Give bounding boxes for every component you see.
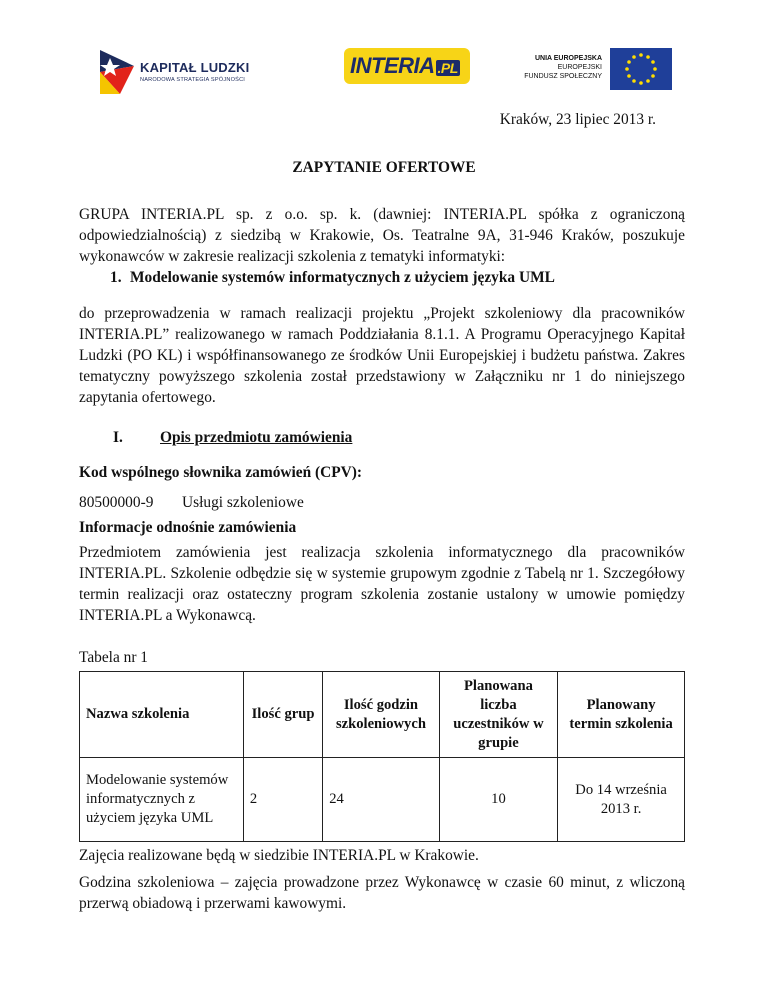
cell-participants: 10: [439, 758, 558, 842]
eu-logo: [520, 44, 672, 94]
table-row: [80, 758, 685, 842]
list-item-text: Modelowanie systemów informatycznych z użyciem języka UML: [130, 269, 555, 286]
interia-logo-text: INTERIA: [350, 53, 435, 78]
eu-flag-icon: [610, 48, 672, 90]
project-paragraph: do przeprowadzenia w ramach realizacji projektu „Projekt szkoleniowy dla pracowników INTERIA.PL” realizowanego w ramach Poddziałania 8.1.1. A Programu Operacyjnego Kapitał Ludzki (PO KL) i współfinansowanego ze środków Unii Europejskiej i budżetu państwa. Zakres tematyczny powyższego szkolenia został przedstawiony w Załączniku nr 1 do niniejszego zapytania ofertowego.: [79, 305, 685, 406]
cell-hours: 24: [323, 758, 439, 842]
cell-date: Do 14 września 2013 r.: [558, 758, 685, 842]
order-paragraph: Przedmiotem zamówienia jest realizacja szkolenia informatycznego dla pracowników INTERIA.PL. Szkolenie odbędzie się w systemie grupowym zgodnie z Tabelą nr 1. Szczegółowy termin realizacji oraz ostateczny program szkolenia zostanie ustalony w umowie pomiędzy INTERIA.PL a Wykonawcą.: [79, 544, 685, 624]
training-table: [79, 671, 685, 842]
kapital-ludzki-emblem-icon: [96, 46, 136, 98]
interia-logo: [344, 48, 470, 84]
table-header-row: [80, 672, 685, 758]
cell-groups: 2: [243, 758, 322, 842]
header-cell-participants: Planowana liczba uczestników w grupie: [439, 672, 558, 758]
header-cell-name: Nazwa szkolenia: [80, 672, 244, 758]
eu-logo-line3: FUNDUSZ SPOŁECZNY: [524, 73, 602, 80]
header-cell-hours: Ilość godzin szkoleniowych: [323, 672, 439, 758]
cpv-heading: Kod wspólnego słownika zamówień (CPV):: [79, 464, 363, 481]
info-heading: Informacje odnośnie zamówienia: [79, 519, 297, 536]
kapital-ludzki-title: KAPITAŁ LUDZKI: [140, 60, 250, 75]
list-item-number: 1.: [110, 269, 122, 286]
section-number: I.: [113, 429, 123, 446]
page-title: ZAPYTANIE OFERTOWE: [292, 159, 476, 176]
eu-logo-line2: EUROPEJSKI: [557, 64, 602, 71]
intro-paragraph: GRUPA INTERIA.PL sp. z o.o. sp. k. (dawniej: INTERIA.PL spółka z ograniczoną odpowiedzialnością) z siedzibą w Krakowie, Os. Teatralne 9A, 31-946 Kraków, poszukuje wykonawców w zakresie realizacji szkolenia z tematyki informatyki:: [79, 206, 685, 265]
header-cell-date: Planowany termin szkolenia: [558, 672, 685, 758]
interia-logo-pl: .PL: [437, 60, 458, 76]
kapital-ludzki-logo: [96, 44, 256, 100]
location-paragraph: Zajęcia realizowane będą w siedzibie INTERIA.PL w Krakowie.: [79, 847, 479, 864]
date-line: Kraków, 23 lipiec 2013 r.: [499, 111, 656, 128]
hour-definition-paragraph: Godzina szkoleniowa – zajęcia prowadzone przez Wykonawcę w czasie 60 minut, z wliczoną przerwą obiadową i przerwami kawowymi.: [79, 874, 685, 912]
section-title: Opis przedmiotu zamówienia: [160, 429, 353, 446]
table-caption: Tabela nr 1: [79, 649, 149, 666]
header-cell-groups: Ilość grup: [243, 672, 322, 758]
cpv-code: 80500000-9: [79, 494, 154, 511]
kapital-ludzki-subtitle: NARODOWA STRATEGIA SPÓJNOŚCI: [140, 77, 246, 83]
cpv-description: Usługi szkoleniowe: [182, 494, 304, 511]
eu-logo-line1: UNIA EUROPEJSKA: [534, 55, 602, 62]
cell-training-name: Modelowanie systemów informatycznych z użyciem języka UML: [80, 758, 244, 842]
